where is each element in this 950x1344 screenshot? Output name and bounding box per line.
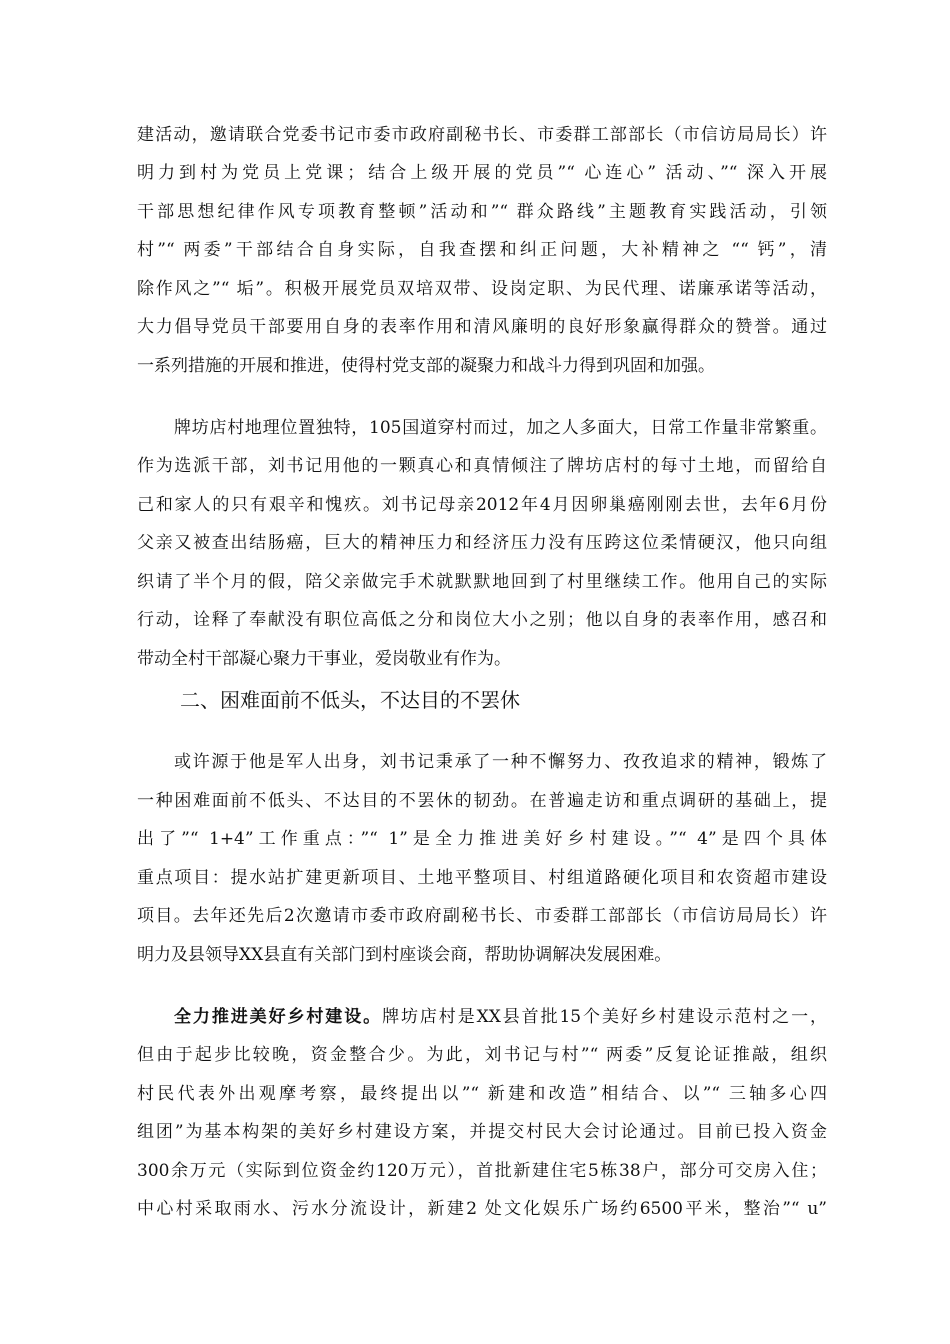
paragraph-4-line-3: 村民代表外出观摩考察，最终提出以”“ 新建和改造”相结合、以”“ 三轴多心四 xyxy=(137,1084,827,1104)
paragraph-2-line-1: 牌坊店村地理位置独特，105国道穿村而过，加之人多面大，日常工作量非常繁重。 xyxy=(174,418,827,438)
paragraph-4-line-1 xyxy=(174,1004,827,1030)
paragraph-1-line-2: 明力到村为党员上党课；结合上级开展的党员”“ 心连心” 活动、”“ 深入开展 xyxy=(137,163,827,183)
paragraph-3-line-3: 出了”“ 1+4”工作重点：”“ 1”是全力推进美好乡村建设。”“ 4”是四个具体 xyxy=(137,829,827,849)
paragraph-1-line-6: 大力倡导党员干部要用自身的表率作用和清风廉明的良好形象赢得群众的赞誉。通过 xyxy=(137,317,827,337)
paragraph-2-line-7: 带动全村干部凝心聚力干事业，爱岗敬业有作为。 xyxy=(137,649,511,669)
paragraph-1-line-3: 干部思想纪律作风专项教育整顿”活动和”“ 群众路线”主题教育实践活动，引领 xyxy=(137,202,827,222)
paragraph-3-line-1: 或许源于他是军人出身，刘书记秉承了一种不懈努力、孜孜追求的精神，锻炼了 xyxy=(174,752,827,772)
paragraph-1-line-7: 一系列措施的开展和推进，使得村党支部的凝聚力和战斗力得到巩固和加强。 xyxy=(137,356,715,376)
paragraph-3-line-4: 重点项目：提水站扩建更新项目、土地平整项目、村组道路硬化项目和农资超市建设 xyxy=(137,868,827,888)
paragraph-2-line-6: 行动，诠释了奉献没有职位高低之分和岗位大小之别；他以自身的表率作用，感召和 xyxy=(137,610,827,630)
paragraph-4-line-5: 300余万元（实际到位资金约120万元），首批新建住宅5栋38户，部分可交房入住； xyxy=(137,1161,827,1181)
paragraph-2-line-2: 作为选派干部，刘书记用他的一颗真心和真情倾注了牌坊店村的每寸土地，而留给自 xyxy=(137,456,827,476)
paragraph-4-line-2: 但由于起步比较晚，资金整合少。为此，刘书记与村”“ 两委”反复论证推敲，组织 xyxy=(137,1045,827,1065)
paragraph-2-line-3: 己和家人的只有艰辛和愧疚。刘书记母亲2012年4月因卵巢癌刚刚去世，去年6月份 xyxy=(137,495,827,515)
paragraph-3-line-2: 一种困难面前不低头、不达目的不罢休的韧劲。在普遍走访和重点调研的基础上，提 xyxy=(137,791,827,811)
paragraph-2-line-5: 织请了半个月的假，陪父亲做完手术就默默地回到了村里继续工作。他用自己的实际 xyxy=(137,572,827,592)
paragraph-1-line-1: 建活动，邀请联合党委书记市委市政府副秘书长、市委群工部部长（市信访局局长）许 xyxy=(137,125,827,145)
paragraph-3-line-5: 项目。去年还先后2次邀请市委市政府副秘书长、市委群工部部长（市信访局局长）许 xyxy=(137,906,827,926)
paragraph-2-line-4: 父亲又被查出结肠癌，巨大的精神压力和经济压力没有压跨这位柔情硬汉，他只向组 xyxy=(137,533,827,553)
paragraph-4-first-rest: 牌坊店村是XX县首批15个美好乡村建设示范村之一， xyxy=(382,1007,827,1027)
paragraph-1-line-4: 村”“ 两委”干部结合自身实际，自我查摆和纠正问题，大补精神之 ““ 钙”，清 xyxy=(137,240,827,260)
paragraph-3-line-6: 明力及县领导XX县直有关部门到村座谈会商，帮助协调解决发展困难。 xyxy=(137,945,672,965)
section-heading: 二、困难面前不低头，不达目的不罢休 xyxy=(180,688,520,712)
paragraph-4-lead: 全力推进美好乡村建设。 xyxy=(174,1007,383,1027)
paragraph-4-line-4: 组团”为基本构架的美好乡村建设方案，并提交村民大会讨论通过。目前已投入资金 xyxy=(137,1122,827,1142)
paragraph-4-line-6: 中心村采取雨水、污水分流设计，新建2 处文化娱乐广场约6500平米，整治”“ u” xyxy=(137,1199,827,1219)
paragraph-1-line-5: 除作风之”“ 垢”。积极开展党员双培双带、设岗定职、为民代理、诺廉承诺等活动， xyxy=(137,279,827,299)
